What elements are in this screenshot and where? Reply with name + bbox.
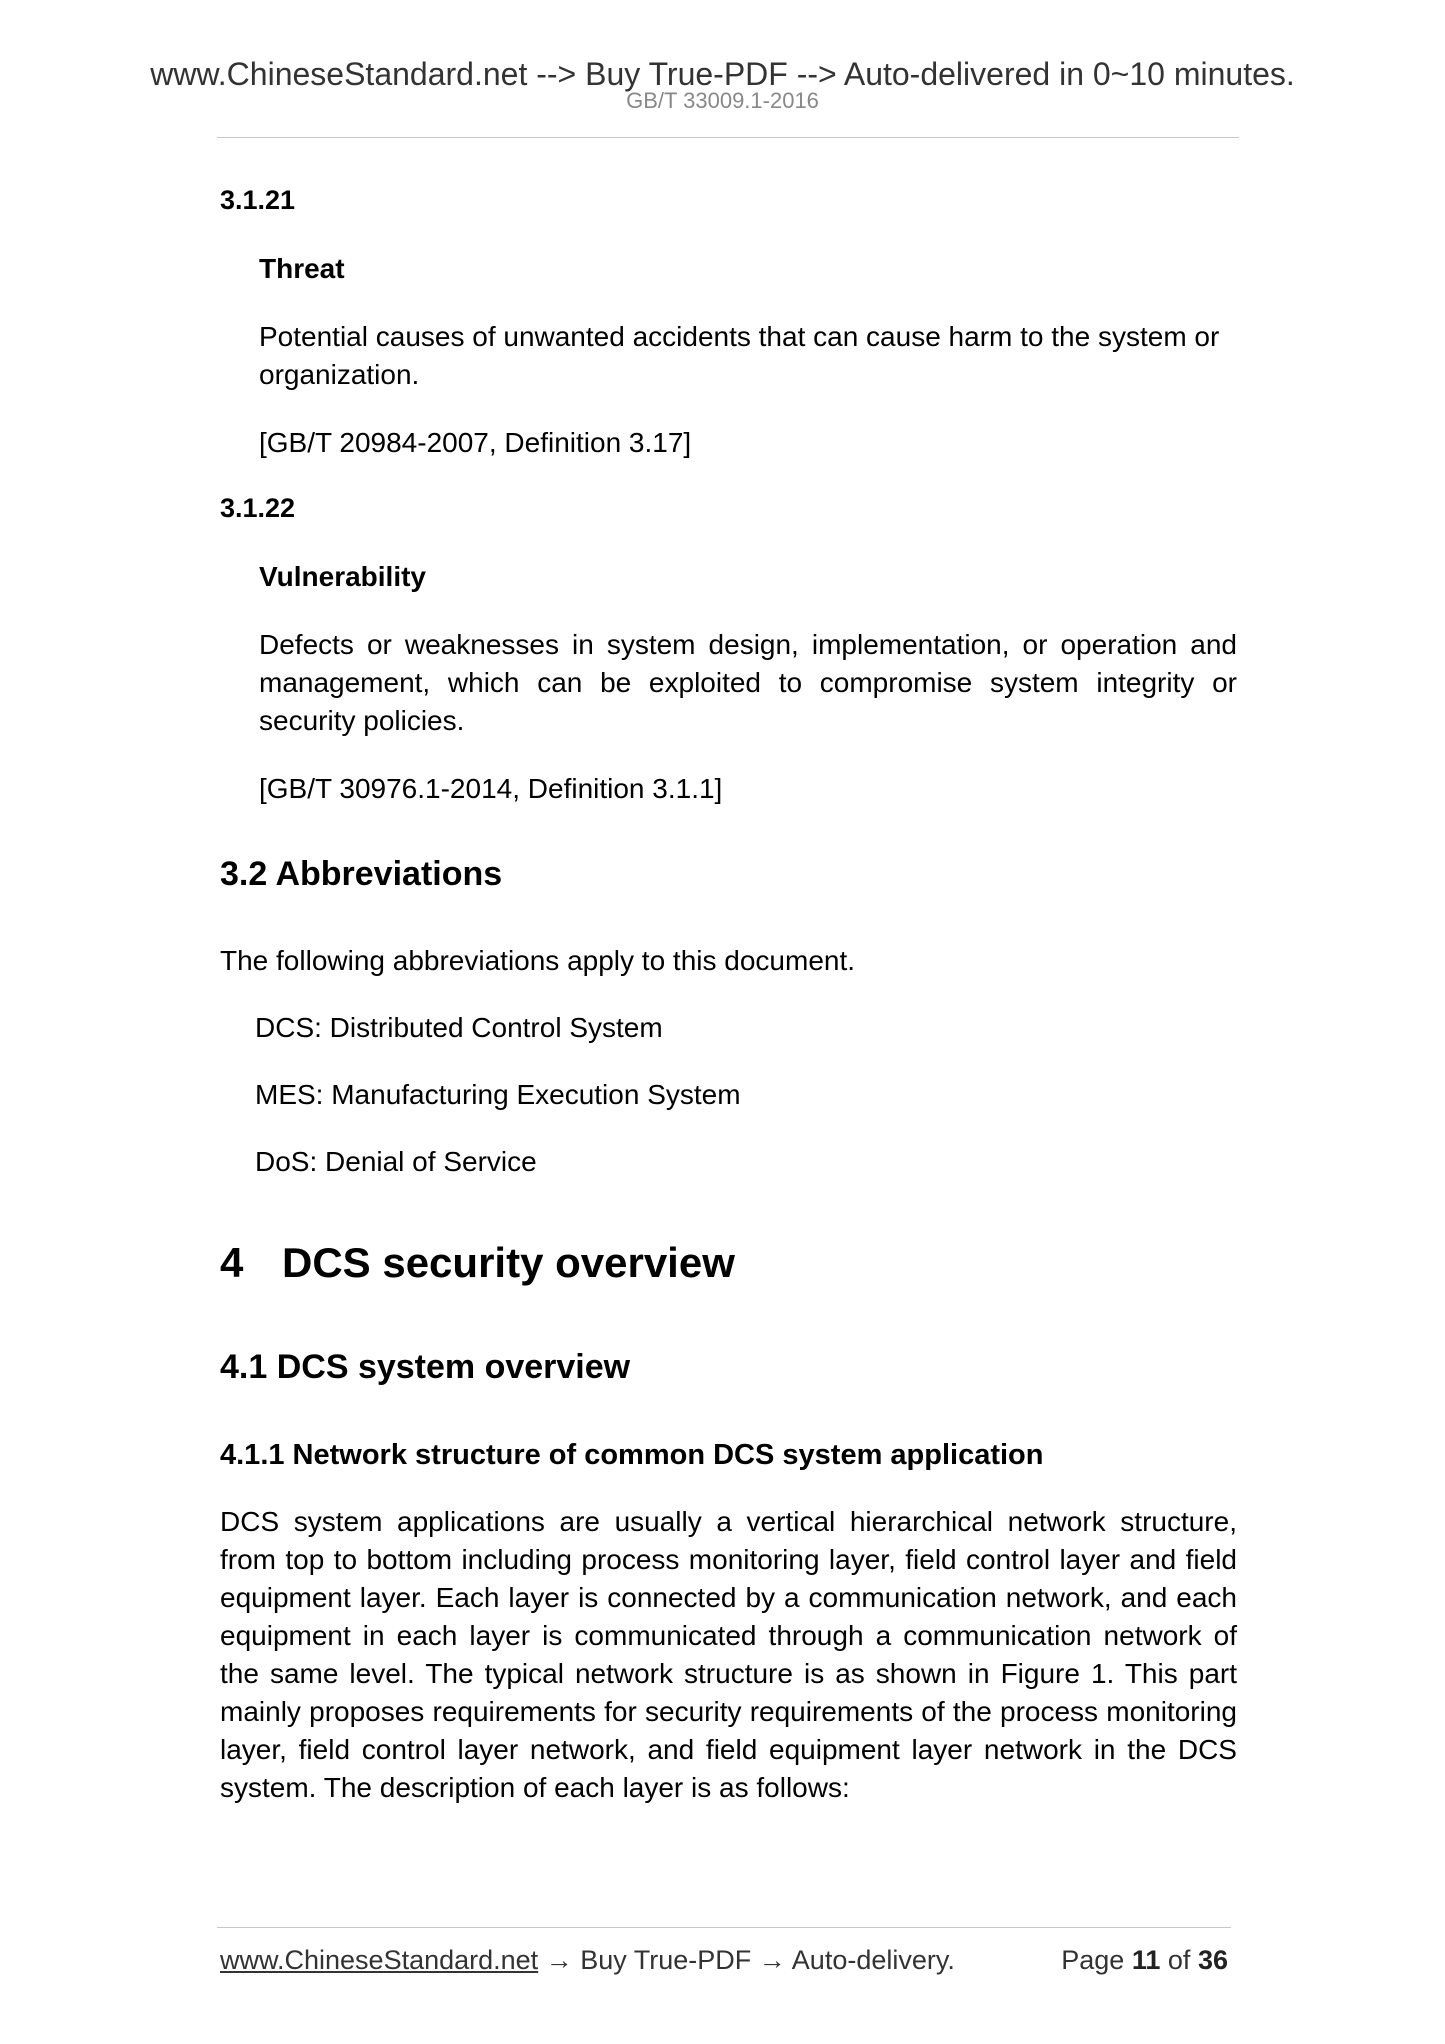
body-paragraph: DCS system applications are usually a vertical hierarchical network structure, from top to bottom including process monitoring layer, field control layer and field equipment layer. Each layer is connected by a communication network, and each equipment in each layer is communicated through a communication network of the same level. The typical network structure is as shown in Figure 1. This part mainly proposes requirements for security requirements of the process monitoring layer, field control layer network, and field equipment layer network in the DCS system. The description of each layer is as follows: bbox=[220, 1506, 1237, 1803]
term-number: 3.1.22 bbox=[220, 493, 296, 523]
abbreviations-heading: 3.2 Abbreviations bbox=[220, 855, 503, 893]
abbreviation-item: DCS: Distributed Control System bbox=[255, 1012, 663, 1043]
abbreviation-item: DoS: Denial of Service bbox=[255, 1146, 537, 1177]
term-reference: [GB/T 30976.1-2014, Definition 3.1.1] bbox=[259, 773, 723, 804]
term-reference: [GB/T 20984-2007, Definition 3.17] bbox=[259, 427, 692, 458]
term-number: 3.1.21 bbox=[220, 185, 296, 215]
term-title: Threat bbox=[259, 253, 345, 284]
section-number: 4 bbox=[220, 1239, 244, 1286]
arrow-icon: → bbox=[758, 1945, 786, 1975]
page-indicator bbox=[1061, 1943, 1228, 1977]
abbreviations-intro: The following abbreviations apply to this document. bbox=[220, 945, 856, 976]
footer-site-link[interactable]: www.ChineseStandard.net bbox=[220, 1945, 539, 1975]
header-divider bbox=[217, 137, 1239, 138]
footer-link[interactable] bbox=[220, 1943, 955, 1977]
page-number: 11 bbox=[1131, 1945, 1161, 1975]
term-title: Vulnerability bbox=[259, 561, 427, 592]
subsubsection-heading: 4.1.1 Network structure of common DCS system application bbox=[220, 1439, 1044, 1471]
subsection-heading: 4.1 DCS system overview bbox=[220, 1348, 631, 1386]
footer-buy-text: Buy True-PDF bbox=[580, 1945, 752, 1975]
section-title: DCS security overview bbox=[282, 1239, 735, 1286]
page-label: Page bbox=[1061, 1945, 1125, 1975]
term-definition: Potential causes of unwanted accidents that can cause harm to the system or organization. bbox=[259, 321, 1220, 390]
footer-delivery-text: Auto-delivery. bbox=[791, 1945, 955, 1975]
page-total: 36 bbox=[1197, 1945, 1228, 1975]
header-banner: www.ChineseStandard.net --> Buy True-PDF --> Auto-delivered in 0~10 minutes. bbox=[150, 56, 1295, 92]
page-of-label: of bbox=[1167, 1945, 1191, 1975]
abbreviation-item: MES: Manufacturing Execution System bbox=[255, 1079, 741, 1110]
arrow-icon: → bbox=[545, 1945, 573, 1975]
document-number: GB/T 33009.1-2016 bbox=[626, 88, 819, 113]
footer-divider bbox=[217, 1927, 1231, 1928]
term-definition: Defects or weaknesses in system design, implementation, or operation and management, which can be exploited to compromise system integrity or security policies. bbox=[259, 629, 1237, 736]
section-heading bbox=[220, 1238, 735, 1288]
